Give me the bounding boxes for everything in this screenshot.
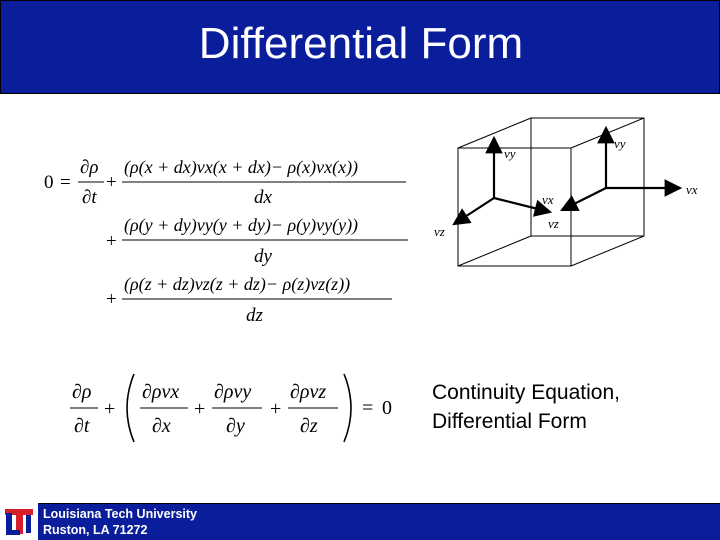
title-bar — [0, 0, 720, 94]
ce-plus-2: + — [194, 398, 206, 420]
ce-equals: = — [362, 397, 374, 419]
eq-plus-2: + — [106, 231, 117, 252]
ce-d-rho-vy: ∂ρvy — [214, 381, 252, 403]
eq-zero: 0 — [44, 172, 54, 193]
ce-right-paren — [344, 374, 351, 442]
eq-drho: ∂ρ — [80, 157, 99, 178]
ce-d-rho-vz: ∂ρvz — [290, 381, 327, 403]
cube-edge-4 — [458, 236, 531, 266]
ce-left-paren — [127, 374, 134, 442]
label-vz-right: vz — [548, 216, 559, 231]
eq-dt: ∂t — [82, 187, 97, 208]
slide-title: Differential Form — [198, 19, 524, 68]
eq-term-x-den: dx — [254, 187, 272, 208]
ce-dt: ∂t — [74, 415, 90, 437]
label-vz-left: vz — [434, 224, 445, 239]
eq-term-z-num: (ρ(z + dz)vz(z + dz)− ρ(z)vz(z)) — [124, 274, 351, 294]
cube-edge-2 — [571, 118, 644, 148]
caption — [432, 378, 620, 436]
caption-line-1: Continuity Equation, — [432, 381, 620, 404]
ce-dx: ∂x — [152, 415, 171, 437]
ce-plus-3: + — [270, 398, 282, 420]
eq-plus-1: + — [106, 172, 117, 193]
eq-equals: = — [60, 172, 71, 193]
eq-term-y-den: dy — [254, 246, 272, 267]
label-vy-left: vy — [504, 146, 516, 161]
control-volume-cube — [420, 100, 720, 280]
eq-term-x-num: (ρ(x + dx)vx(x + dx)− ρ(x)vx(x)) — [124, 157, 359, 177]
ce-dz: ∂z — [300, 415, 318, 437]
label-vx-left: vx — [542, 192, 554, 207]
arrow-vz-left — [454, 198, 494, 224]
eq-term-y-num: (ρ(y + dy)vy(y + dy)− ρ(y)vy(y)) — [124, 215, 359, 235]
label-vy-right: vy — [614, 136, 626, 151]
ce-d-rho-vx: ∂ρvx — [142, 381, 180, 403]
footer-university: Louisiana Tech University — [43, 507, 197, 521]
ce-drho: ∂ρ — [72, 381, 92, 403]
ce-plus-1: + — [104, 398, 116, 420]
cube-edge-3 — [571, 236, 644, 266]
cube-front-face — [458, 148, 571, 266]
ce-zero: 0 — [382, 397, 392, 419]
continuity-equation — [66, 368, 406, 448]
eq-plus-3: + — [106, 289, 117, 310]
footer-text — [43, 506, 197, 538]
arrow-vz-right — [562, 188, 606, 210]
label-vx-right: vx — [686, 182, 698, 197]
caption-line-2: Differential Form — [432, 410, 587, 433]
eq-term-z-den: dz — [246, 305, 263, 326]
university-logo — [0, 503, 38, 540]
footer-location: Ruston, LA 71272 — [43, 523, 148, 537]
differential-equation — [40, 140, 430, 340]
ce-dy: ∂y — [226, 415, 245, 437]
